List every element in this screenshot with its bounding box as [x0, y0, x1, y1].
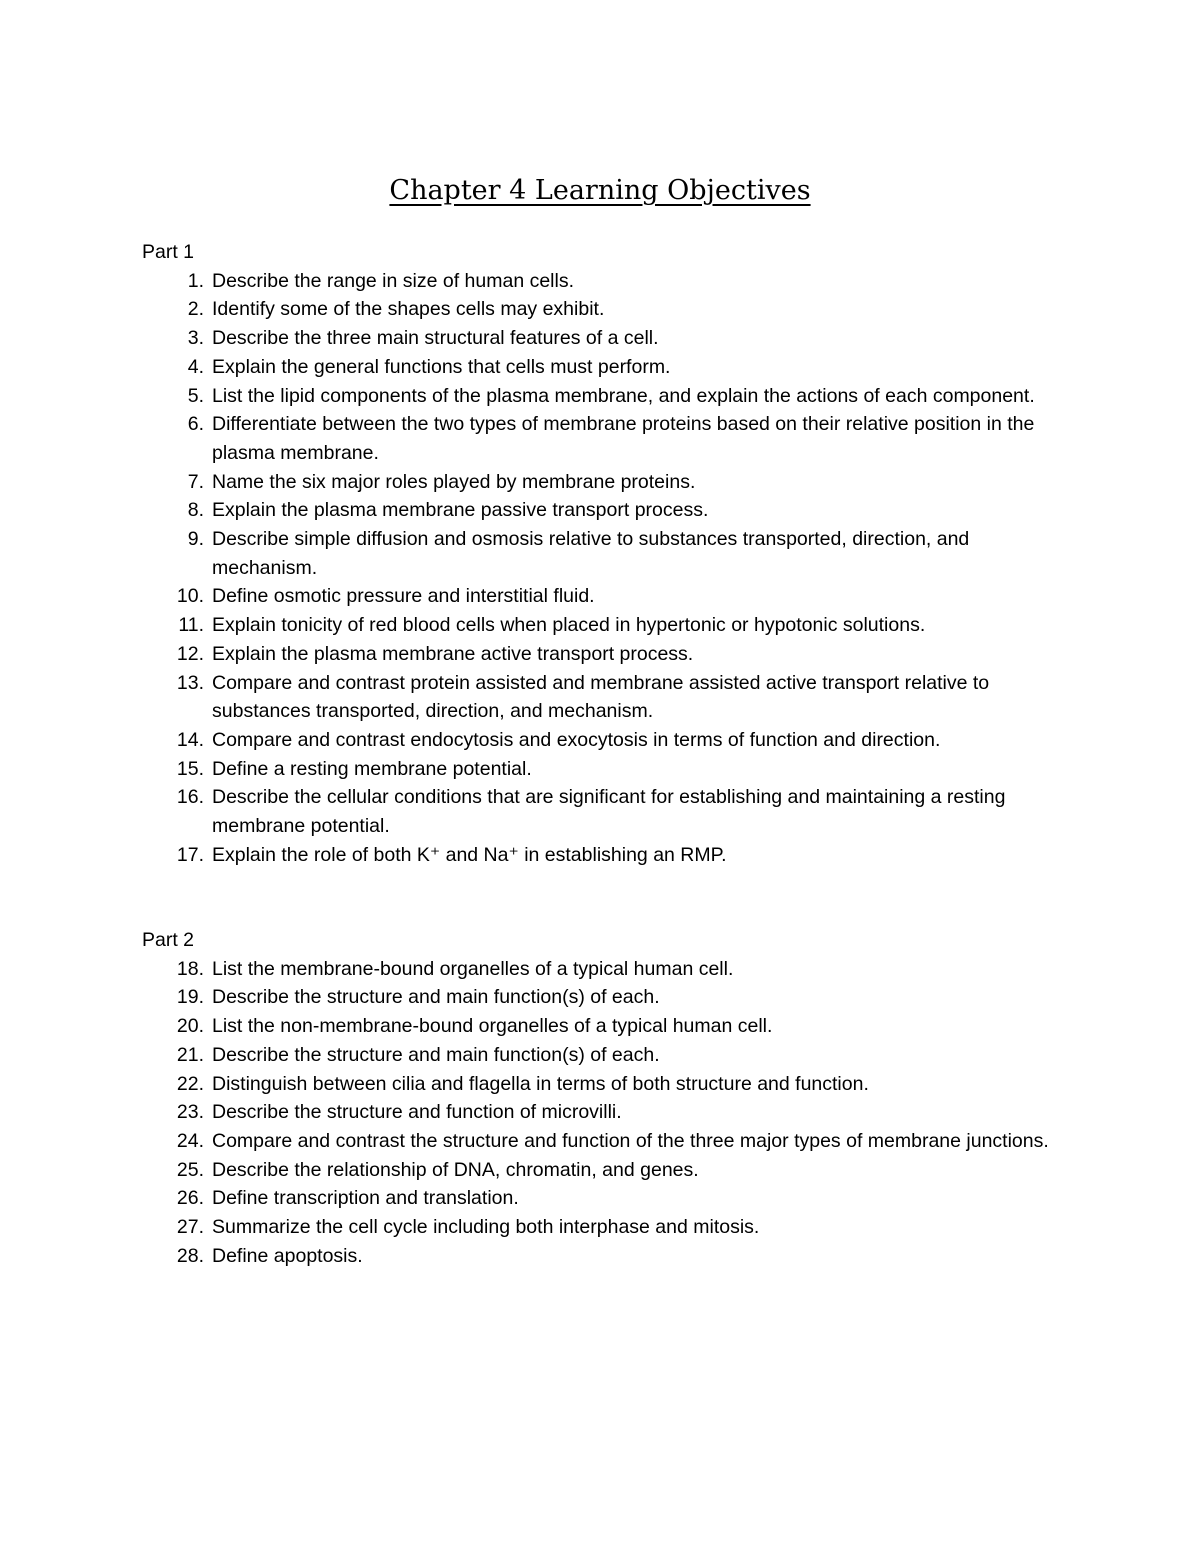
list-item	[142, 983, 1072, 1012]
list-item	[142, 267, 1072, 296]
section-part-1	[142, 238, 1072, 869]
list-item	[142, 1127, 1072, 1156]
item-text: Describe the structure and main function(s) of each.	[212, 986, 660, 1009]
item-number: 6.	[187, 413, 204, 436]
list-item	[142, 295, 1072, 324]
item-number: 22.	[176, 1072, 204, 1095]
item-text: Describe the relationship of DNA, chromatin, and genes.	[212, 1158, 699, 1181]
item-text: Compare and contrast endocytosis and exocytosis in terms of function and direction.	[212, 728, 941, 751]
item-text: Explain the general functions that cells must perform.	[212, 355, 671, 378]
list-item	[142, 382, 1072, 411]
list-item	[142, 669, 1072, 726]
item-number: 18.	[176, 957, 204, 980]
item-number: 25.	[176, 1158, 204, 1181]
section-part-2	[142, 926, 1072, 1270]
list-item	[142, 1041, 1072, 1070]
list-item	[142, 955, 1072, 984]
item-number: 5.	[187, 384, 204, 407]
item-text: Explain tonicity of red blood cells when placed in hypertonic or hypotonic solutions.	[212, 614, 926, 637]
section-label: Part 2	[142, 929, 195, 951]
item-number: 9.	[187, 528, 204, 551]
list-item	[142, 1184, 1072, 1213]
item-text: Explain the plasma membrane passive transport process.	[212, 499, 709, 522]
item-number: 14.	[176, 728, 204, 751]
item-text: Describe the cellular conditions that are significant for establishing and maintaining a resting membrane potential.	[212, 786, 1006, 838]
list-item	[142, 1012, 1072, 1041]
item-number: 11.	[178, 614, 204, 637]
item-text: Compare and contrast protein assisted and membrane assisted active transport relative to substances transported, direction, and mechanism.	[212, 671, 990, 723]
section-label: Part 1	[142, 241, 195, 263]
item-text: Describe the structure and function of microvilli.	[212, 1101, 622, 1124]
list-item	[142, 324, 1072, 353]
item-number: 1.	[187, 269, 204, 292]
item-text: Define osmotic pressure and interstitial fluid.	[212, 585, 595, 608]
item-number: 21.	[176, 1043, 204, 1066]
list-item	[142, 1242, 1072, 1271]
item-number: 26.	[176, 1187, 204, 1210]
item-text: Describe simple diffusion and osmosis relative to substances transported, direction, and mechanism.	[212, 528, 970, 579]
item-text: List the lipid components of the plasma membrane, and explain the actions of each component.	[212, 384, 1035, 407]
list-item	[142, 841, 1072, 870]
list-item	[142, 640, 1072, 669]
item-number: 13.	[176, 671, 204, 694]
item-text: Describe the structure and main function(s) of each.	[212, 1043, 660, 1066]
item-number: 3.	[187, 327, 204, 350]
list-item	[142, 755, 1072, 784]
item-text: Distinguish between cilia and flagella in terms of both structure and function.	[212, 1072, 869, 1095]
item-text: Define apoptosis.	[212, 1244, 363, 1267]
item-number: 2.	[187, 298, 204, 321]
item-text: Name the six major roles played by membrane proteins.	[212, 470, 696, 493]
list-item	[142, 726, 1072, 755]
objectives-list	[142, 267, 1072, 870]
item-number: 17.	[176, 843, 204, 866]
item-text: Describe the three main structural features of a cell.	[212, 327, 659, 350]
item-number: 7.	[187, 470, 204, 493]
item-text: List the non-membrane-bound organelles of a typical human cell.	[212, 1015, 773, 1038]
item-text: Compare and contrast the structure and function of the three major types of membrane junctions.	[212, 1129, 1049, 1152]
list-item	[142, 783, 1072, 840]
item-number: 27.	[176, 1216, 204, 1239]
item-text: List the membrane-bound organelles of a typical human cell.	[212, 957, 734, 980]
item-text: Define transcription and translation.	[212, 1187, 519, 1210]
item-number: 10.	[176, 585, 204, 608]
item-number: 12.	[176, 642, 204, 665]
item-number: 4.	[187, 355, 204, 378]
list-item	[142, 1213, 1072, 1242]
list-item	[142, 611, 1072, 640]
item-text: Explain the role of both K⁺ and Na⁺ in establishing an RMP.	[212, 843, 727, 866]
list-item	[142, 1070, 1072, 1099]
objectives-list	[142, 955, 1072, 1271]
item-number: 28.	[176, 1244, 204, 1267]
item-text: Summarize the cell cycle including both interphase and mitosis.	[212, 1216, 760, 1239]
item-number: 19.	[176, 986, 204, 1009]
list-item	[142, 496, 1072, 525]
list-item	[142, 1098, 1072, 1127]
item-text: Explain the plasma membrane active transport process.	[212, 642, 694, 665]
page-title: Chapter 4 Learning Objectives	[389, 175, 811, 206]
item-number: 8.	[187, 499, 204, 522]
list-item	[142, 353, 1072, 382]
item-text: Define a resting membrane potential.	[212, 757, 532, 780]
item-text: Identify some of the shapes cells may exhibit.	[212, 298, 605, 321]
item-number: 15.	[176, 757, 204, 780]
list-item	[142, 468, 1072, 497]
item-text: Describe the range in size of human cells.	[212, 269, 575, 292]
list-item	[142, 582, 1072, 611]
item-text: Differentiate between the two types of membrane proteins based on their relative position in the plasma membrane.	[212, 413, 1035, 464]
item-number: 16.	[176, 786, 204, 809]
list-item	[142, 410, 1072, 467]
list-item	[142, 1156, 1072, 1185]
item-number: 20.	[176, 1015, 204, 1038]
item-number: 23.	[176, 1101, 204, 1124]
list-item	[142, 525, 1072, 582]
item-number: 24.	[176, 1129, 204, 1152]
